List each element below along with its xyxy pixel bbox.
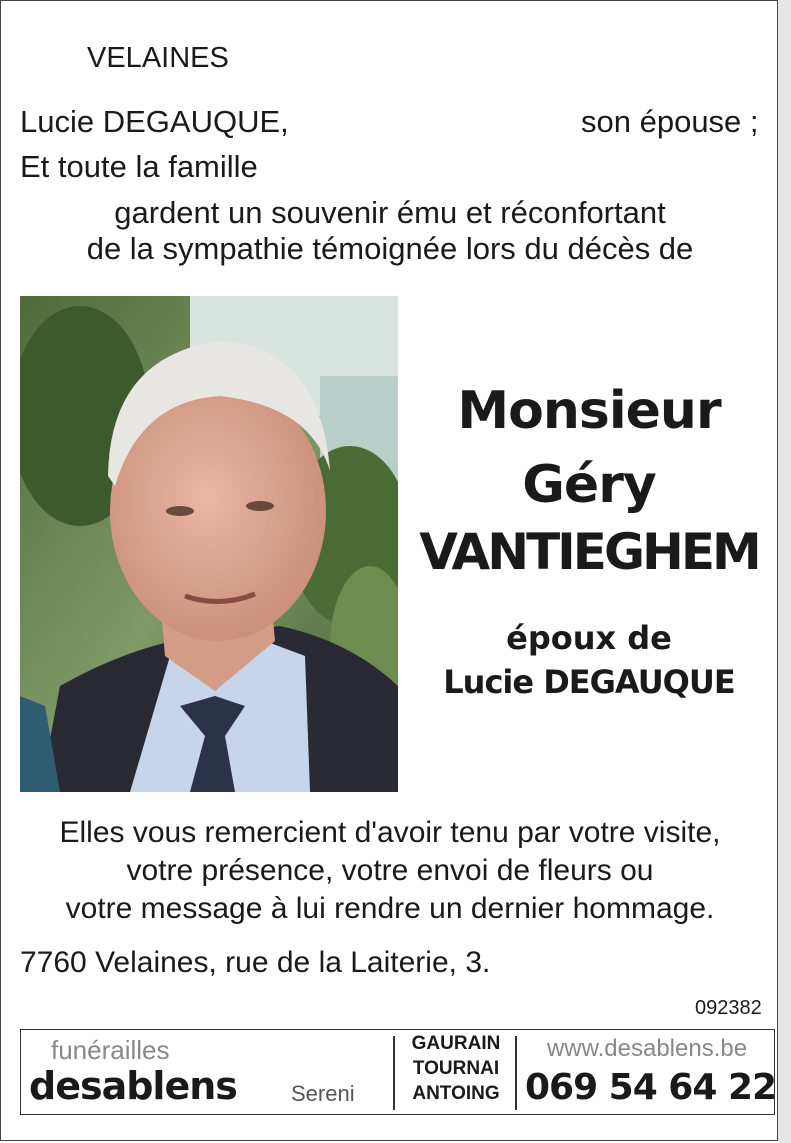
website: www.desablens.be — [546, 1035, 748, 1062]
portrait-photo — [20, 296, 398, 792]
page-margin — [778, 0, 791, 1143]
place-heading: VELAINES — [87, 42, 229, 74]
thanks-line-1: Elles vous remercient d'avoir tenu par votre visite, — [59, 816, 721, 849]
reference-number: 092382 — [695, 997, 762, 1019]
intro-line-1: gardent un souvenir ému et réconfortant — [114, 195, 666, 230]
city-tournai: TOURNAI — [412, 1058, 500, 1079]
footer-divider-2 — [515, 1036, 517, 1110]
family-line: Et toute la famille — [20, 149, 258, 184]
brand-sub: Sereni — [291, 1081, 355, 1106]
address: 7760 Velaines, rue de la Laiterie, 3. — [20, 946, 491, 979]
phone-number: 069 54 64 22 — [525, 1067, 777, 1108]
city-gaurain: GAURAIN — [411, 1033, 501, 1054]
deceased-last-name: VANTIEGHEM — [419, 523, 759, 581]
city-antoing: ANTOING — [412, 1083, 500, 1104]
thanks-line-3: votre message à lui rendre un dernier hommage. — [65, 892, 715, 925]
brand-small: funérailles — [51, 1035, 170, 1065]
deceased-title: Monsieur — [457, 381, 721, 441]
portrait-illustration — [20, 296, 398, 792]
wife-role: son épouse ; — [581, 104, 759, 139]
thanks-line-2: votre présence, votre envoi de fleurs ou — [126, 854, 654, 887]
brand-main: desablens — [29, 1064, 237, 1108]
intro-line-2: de la sympathie témoignée lors du décès de — [86, 231, 694, 266]
spouse-name: Lucie DEGAUQUE — [443, 663, 735, 701]
deceased-first-name: Géry — [522, 455, 656, 515]
footer-divider-1 — [393, 1036, 395, 1110]
spouse-label: époux de — [506, 619, 672, 657]
wife-name: Lucie DEGAUQUE, — [20, 104, 289, 139]
funeral-home-footer — [20, 1029, 775, 1115]
